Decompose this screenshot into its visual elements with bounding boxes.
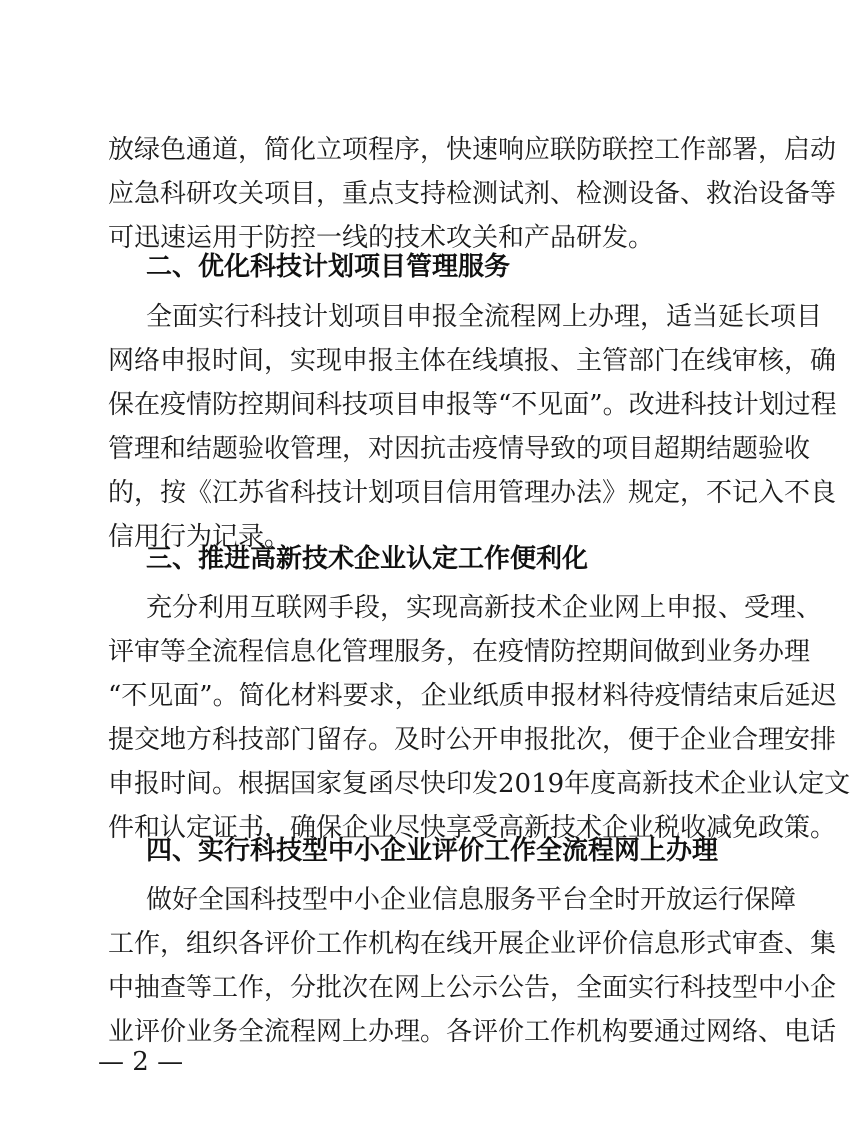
section-heading: 二、优化科技计划项目管理服务: [146, 252, 511, 282]
paragraph-line: 工作，组织各评价工作机构在线开展企业评价信息形式审查、集: [108, 929, 837, 959]
paragraph-line: 可迅速运用于防控一线的技术攻关和产品研发。: [108, 223, 655, 253]
section-heading: 四、实行科技型中小企业评价工作全流程网上办理: [146, 836, 719, 866]
paragraph-line: 业评价业务全流程网上办理。各评价工作机构要通过网络、电话: [108, 1017, 837, 1047]
paragraph-line: 的，按《江苏省科技计划项目信用管理办法》规定，不记入不良: [108, 478, 837, 508]
paragraph-line: 提交地方科技部门留存。及时公开申报批次，便于企业合理安排: [108, 725, 837, 755]
paragraph-line: 评审等全流程信息化管理服务，在疫情防控期间做到业务办理: [108, 637, 811, 667]
paragraph-line: “不见面”。简化材料要求，企业纸质申报材料待疫情结束后延迟: [108, 681, 837, 711]
paragraph-line: 管理和结题验收管理，对因抗击疫情导致的项目超期结题验收: [108, 434, 811, 464]
paragraph-line: 充分利用互联网手段，实现高新技术企业网上申报、受理、: [146, 593, 823, 623]
paragraph-line: 全面实行科技计划项目申报全流程网上办理，适当延长项目: [146, 302, 823, 332]
paragraph-line: 件和认定证书，确保企业尽快享受高新技术企业税收减免政策。: [108, 813, 837, 843]
paragraph-line: 做好全国科技型中小企业信息服务平台全时开放运行保障: [146, 885, 797, 915]
paragraph-line: 网络申报时间，实现申报主体在线填报、主管部门在线审核，确: [108, 346, 837, 376]
paragraph-line: 放绿色通道，简化立项程序，快速响应联防联控工作部署，启动: [108, 135, 837, 165]
page-number: — 2 —: [98, 1047, 184, 1077]
paragraph-line: 信用行为记录。: [108, 522, 291, 552]
paragraph-line: 应急科研攻关项目，重点支持检测试剂、检测设备、救治设备等: [108, 179, 837, 209]
paragraph-line: 保在疫情防控期间科技项目申报等“不见面”。改进科技计划过程: [108, 390, 837, 420]
paragraph-line: 中抽查等工作，分批次在网上公示公告，全面实行科技型中小企: [108, 973, 837, 1003]
section-heading: 三、推进高新技术企业认定工作便利化: [146, 544, 589, 574]
paragraph-line: 申报时间。根据国家复函尽快印发2019年度高新技术企业认定文: [108, 769, 850, 799]
